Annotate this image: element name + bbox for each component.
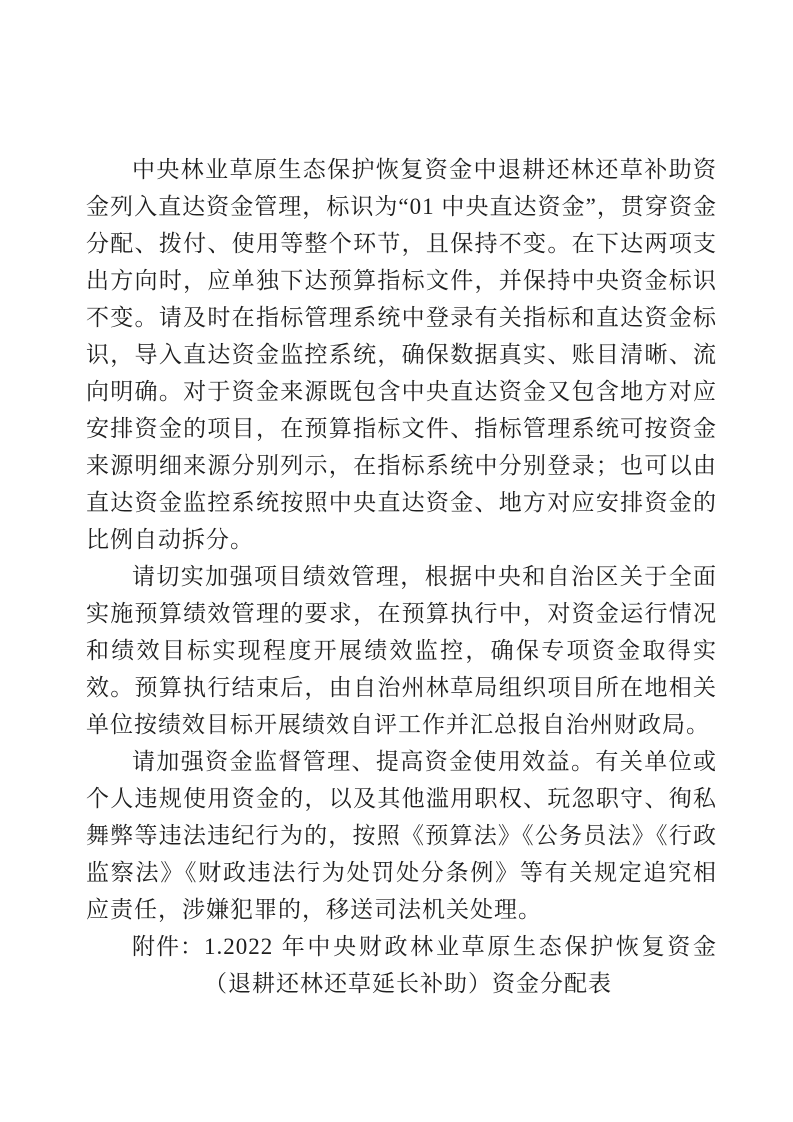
paragraph-direct-funds-management: 中央林业草原生态保护恢复资金中退耕还林还草补助资金列入直达资金管理，标识为“01 中央直达资金”，贯穿资金分配、拨付、使用等整个环节，且保持不变。在下达两项支出方向时，应单独下达预算指标文件，并保持中央资金标识不变。请及时在指标管理系统中登录有关指标和直达资金标识，导入直达资金监控系统，确保数据真实、账目清晰、流向明确。对于资金来源既包含中央直达资金又包含地方对应安排资金的项目，在预算指标文件、指标管理系统可按资金来源明细来源分别列示，在指标系统中分别登录；也可以由直达资金监控系统按照中央直达资金、地方对应安排资金的比例自动拆分。 — [86, 157, 717, 552]
paragraph-performance-management: 请切实加强项目绩效管理，根据中央和自治区关于全面实施预算绩效管理的要求，在预算执行中，对资金运行情况和绩效目标实现程度开展绩效监控，确保专项资金取得实效。预算执行结束后，由自治州林草局组织项目所在地相关单位按绩效目标开展绩效自评工作并汇总报自治州财政局。 — [86, 564, 717, 737]
document-text-body — [86, 151, 717, 1002]
attachment-section — [86, 928, 717, 1002]
attachment-item-title: 1.2022 年中央财政林业草原生态保护恢复资金（退耕还林还草延长补助）资金分配表 — [204, 934, 717, 996]
paragraph-fund-supervision: 请加强资金监督管理、提高资金使用效益。有关单位或个人违规使用资金的，以及其他滥用职权、玩忽职守、徇私舞弊等违法违纪行为的，按照《预算法》《公务员法》《行政监察法》《财政违法行为处罚处分条例》等有关规定追究相应责任，涉嫌犯罪的，移送司法机关处理。 — [86, 749, 717, 922]
attachment-label: 附件： — [132, 934, 204, 959]
